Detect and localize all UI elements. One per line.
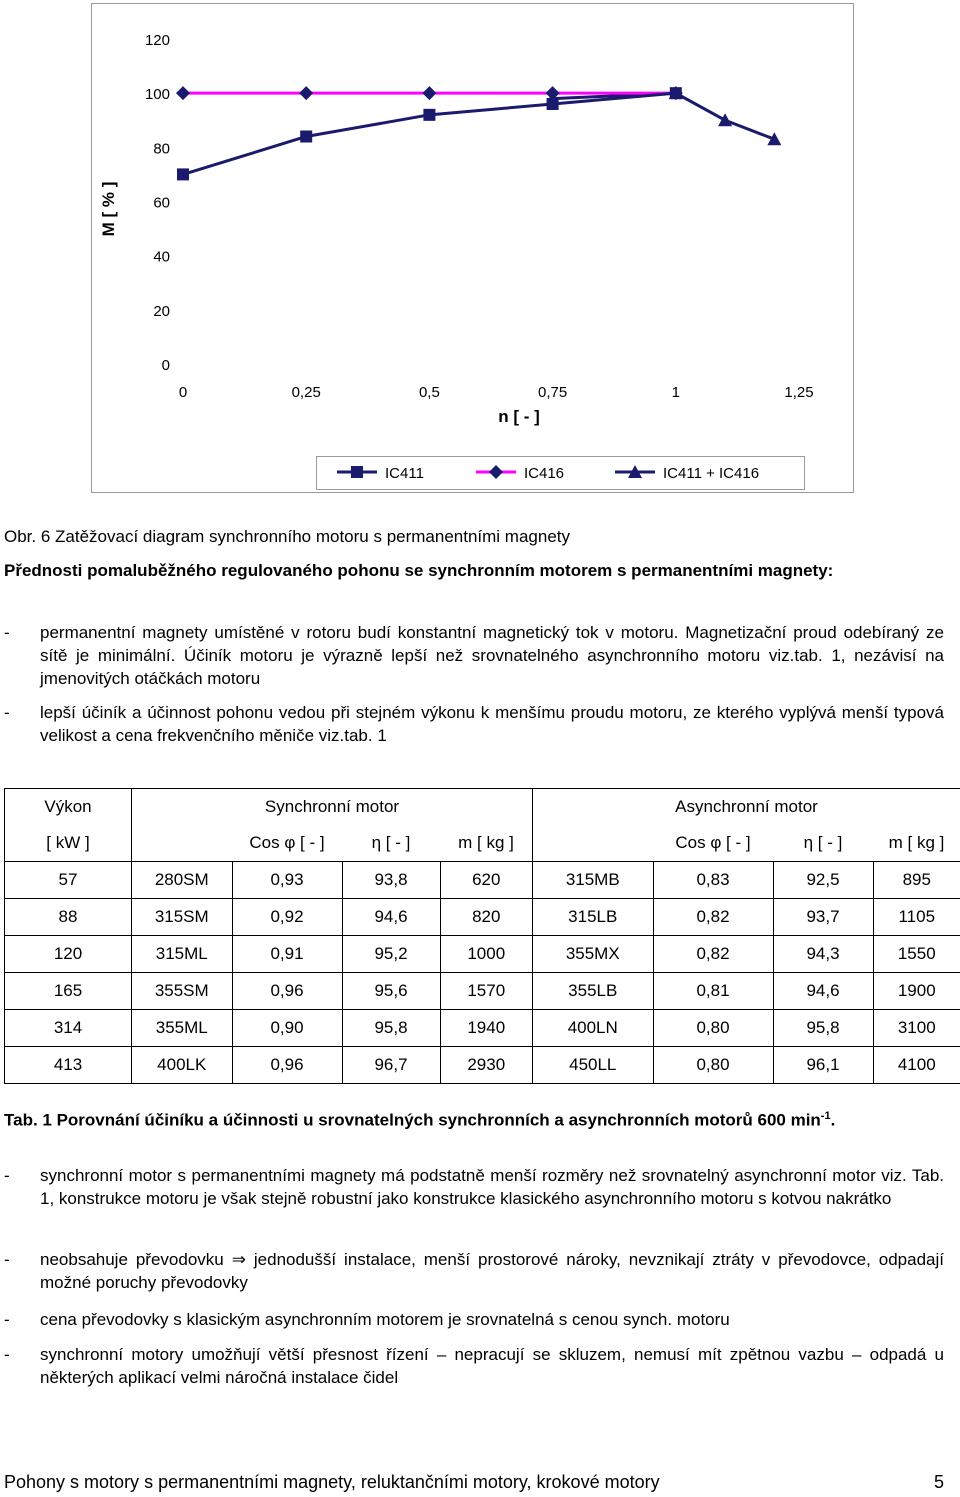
page-number: 5 [933, 1472, 944, 1492]
list-dash: - [4, 1166, 10, 1185]
table-cell: 400LK [132, 1047, 233, 1084]
data-point [670, 87, 682, 99]
list-text: synchronní motor s permanentními magnety má podstatně menší rozměry než srovnatelný asynchronní motor viz. Tab. 1, konstrukce motoru je však stejně robustní jako konstrukce klasického asynchronního motoru s kotvou nakrátko [40, 1166, 944, 1208]
list-text-a: neobsahuje převodovku [40, 1250, 232, 1269]
page-footer [4, 1472, 944, 1493]
table-caption-end: . [830, 1110, 836, 1130]
table-cell: 315SM [132, 899, 233, 936]
table-cell: 280SM [132, 862, 233, 899]
table-cell: 3100 [873, 1010, 960, 1047]
list-item [4, 1343, 944, 1389]
legend-label: IC416 [524, 465, 565, 482]
table-cell: 0,80 [653, 1047, 773, 1084]
table-cell: 96,1 [773, 1047, 873, 1084]
table-cell: 1570 [440, 973, 533, 1010]
table-cell: 94,6 [342, 899, 440, 936]
list-text-b: jednodušší instalace, menší prostorové nároky, nevznikají ztráty v převodovce, odpadají možné poruchy převodovky [40, 1250, 944, 1292]
table-cell: 94,6 [773, 973, 873, 1010]
table-caption-text: Tab. 1 Porovnání účiníku a účinnosti u srovnatelných synchronních a asynchronních motorů 600 min [4, 1110, 821, 1130]
data-point [422, 86, 436, 100]
chart-frame [91, 3, 854, 493]
table-caption-sup: -1 [820, 1110, 831, 1122]
table-cell: 1550 [873, 936, 960, 973]
header-mass-async: m [ kg ] [873, 825, 960, 862]
table-cell: 2930 [440, 1047, 533, 1084]
header-async: Asynchronní motor [533, 789, 960, 826]
table-cell: 315ML [132, 936, 233, 973]
x-tick-label: 1,25 [784, 384, 814, 401]
data-point [300, 131, 312, 143]
table-cell: 0,96 [232, 973, 342, 1010]
table-cell: 0,93 [232, 862, 342, 899]
table-cell: 1000 [440, 936, 533, 973]
y-tick-label: 60 [153, 194, 170, 212]
table-cell: 120 [5, 936, 132, 973]
header-eta-async: η [ - ] [773, 825, 873, 862]
table-cell: 0,82 [653, 899, 773, 936]
table-row [5, 1047, 960, 1084]
x-tick-label: 0,75 [537, 384, 568, 401]
data-point [718, 113, 732, 126]
list-item [4, 1248, 944, 1294]
table-cell: 93,7 [773, 899, 873, 936]
header-cos-sync: Cos φ [ - ] [232, 825, 342, 862]
header-mass-sync: m [ kg ] [440, 825, 533, 862]
table-cell: 95,6 [342, 973, 440, 1010]
comparison-table [4, 788, 960, 1084]
data-point [547, 98, 559, 110]
table-cell: 413 [5, 1047, 132, 1084]
table-cell: 315LB [533, 899, 654, 936]
table-cell: 92,5 [773, 862, 873, 899]
table-cell: 57 [5, 862, 132, 899]
legend-label: IC411 + IC416 [663, 465, 760, 482]
table-subheader-row [5, 825, 960, 862]
header-power-unit: [ kW ] [5, 825, 132, 862]
x-tick-label: 0,5 [418, 384, 440, 401]
table-cell: 93,8 [342, 862, 440, 899]
table-cell: 0,81 [653, 973, 773, 1010]
table-cell: 1105 [873, 899, 960, 936]
list-item [4, 621, 944, 690]
header-power: Výkon [5, 789, 132, 826]
table-cell: 0,92 [232, 899, 342, 936]
list-text: synchronní motory umožňují větší přesnost řízení – nepracují se skluzem, nemusí mít zpětnou vazbu – odpadá u některých aplikací velmi náročná instalace čidel [40, 1345, 944, 1387]
table-cell: 0,82 [653, 936, 773, 973]
x-axis-label: n [ - ] [498, 407, 540, 426]
table-cell: 620 [440, 862, 533, 899]
header-eta-sync: η [ - ] [342, 825, 440, 862]
header-sync: Synchronní motor [132, 789, 533, 826]
table-cell: 355LB [533, 973, 654, 1010]
list-dash: - [4, 623, 10, 642]
y-tick-label: 80 [153, 140, 170, 158]
figure-caption-prefix: Obr. 6 [4, 527, 51, 546]
list-text: lepší účiník a účinnost pohonu vedou při stejném výkonu k menšímu proudu motoru, ze kterého vyplývá menší typová velikost a cena frekvenčního měniče viz.tab. 1 [40, 703, 944, 745]
advantages-heading: Přednosti pomaluběžného regulovaného pohonu se synchronním motorem s permanentními magnety: [4, 561, 834, 580]
list-item [4, 701, 944, 747]
series-line [183, 93, 676, 174]
torque-chart [92, 4, 855, 494]
table-header-row [5, 789, 960, 826]
list-dash: - [4, 1250, 10, 1269]
table-cell: 95,8 [342, 1010, 440, 1047]
table-cell: 96,7 [342, 1047, 440, 1084]
y-axis-label: M [ % ] [99, 181, 118, 237]
x-tick-label: 0,25 [291, 384, 321, 401]
list-text: cena převodovky s klasickým asynchronním motorem je srovnatelná s cenou synch. motoru [40, 1310, 730, 1329]
implies-arrow-icon: ⇒ [231, 1250, 246, 1269]
y-tick-label: 0 [161, 357, 170, 374]
figure-caption [4, 527, 570, 547]
table-row [5, 936, 960, 973]
data-point [177, 168, 189, 180]
table-row [5, 973, 960, 1010]
data-point [423, 109, 435, 121]
list-dash: - [4, 703, 10, 722]
table-cell: 0,83 [653, 862, 773, 899]
table-cell: 0,80 [653, 1010, 773, 1047]
table-caption [4, 1105, 944, 1132]
x-tick-label: 1 [671, 384, 680, 401]
list-dash: - [4, 1310, 10, 1329]
table-cell: 95,8 [773, 1010, 873, 1047]
table-cell: 355MX [533, 936, 654, 973]
table-cell: 0,96 [232, 1047, 342, 1084]
table-cell: 450LL [533, 1047, 654, 1084]
header-cos-async: Cos φ [ - ] [653, 825, 773, 862]
chart-legend [316, 456, 805, 490]
table-cell: 165 [5, 973, 132, 1010]
table-cell: 4100 [873, 1047, 960, 1084]
y-tick-label: 20 [153, 302, 170, 320]
footer-text: Pohony s motory s permanentními magnety, reluktančními motory, krokové motory [4, 1472, 660, 1492]
table-row [5, 1010, 960, 1047]
list-dash: - [4, 1345, 10, 1364]
table-cell: 88 [5, 899, 132, 936]
table-cell: 1900 [873, 973, 960, 1010]
figure-caption-text: Zatěžovací diagram synchronního motoru s permanentními magnety [50, 527, 571, 546]
list-item [4, 1164, 944, 1210]
list-text [40, 1248, 944, 1294]
legend-label: IC411 [385, 465, 424, 482]
table-cell: 1940 [440, 1010, 533, 1047]
y-tick-label: 100 [144, 86, 170, 104]
table-cell: 315MB [533, 862, 654, 899]
data-point [299, 86, 313, 100]
list-item [4, 1308, 944, 1331]
table-cell: 0,91 [232, 936, 342, 973]
table-row [5, 862, 960, 899]
table-cell: 355ML [132, 1010, 233, 1047]
table-cell: 820 [440, 899, 533, 936]
table-cell: 895 [873, 862, 960, 899]
table-cell: 95,2 [342, 936, 440, 973]
table-cell: 94,3 [773, 936, 873, 973]
list-text: permanentní magnety umístěné v rotoru budí konstantní magnetický tok v motoru. Magnetizační proud odebíraný ze sítě je minimální. Účiník motoru je výrazně lepší než srovnatelného asynchronního motoru viz.tab. 1, nezávisí na jmenovitých otáčkách motoru [40, 623, 944, 688]
x-tick-label: 0 [178, 384, 188, 401]
table-cell: 355SM [132, 973, 233, 1010]
y-tick-label: 120 [144, 32, 170, 49]
y-tick-label: 40 [153, 248, 170, 266]
data-point [176, 86, 190, 100]
table-cell: 0,90 [232, 1010, 342, 1047]
table-cell: 314 [5, 1010, 132, 1047]
table-row [5, 899, 960, 936]
table-cell: 400LN [533, 1010, 654, 1047]
